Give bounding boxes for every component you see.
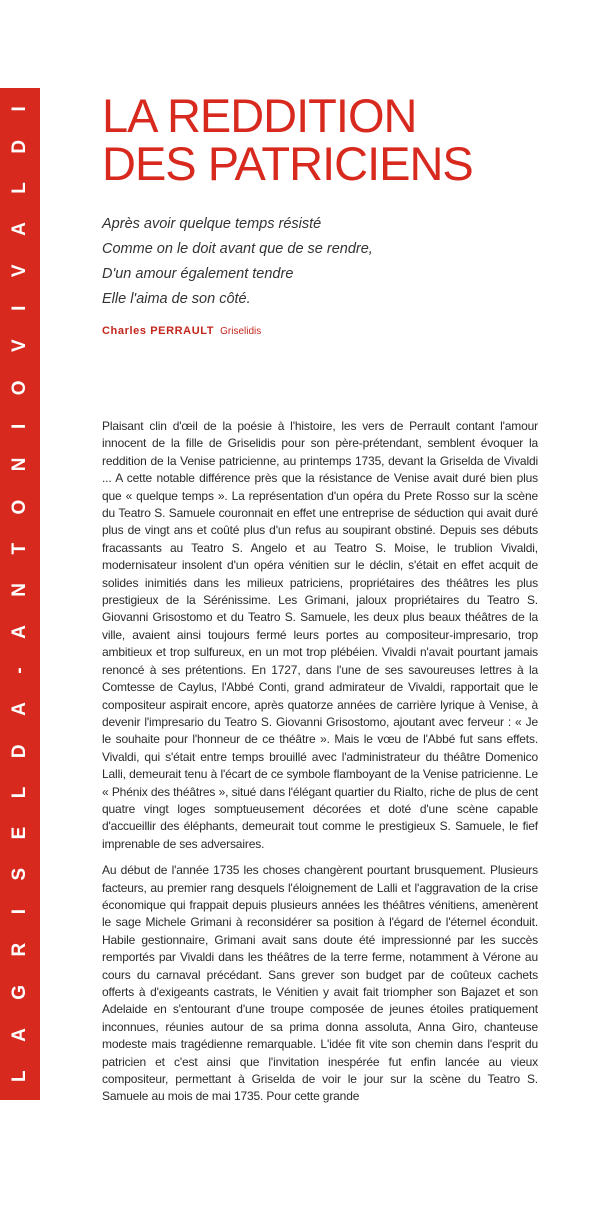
title-line-1: LA REDDITION	[102, 89, 417, 142]
sidebar-letter: O	[9, 380, 30, 396]
attribution-work: Griselidis	[220, 326, 262, 337]
sidebar-letter: A	[9, 625, 30, 639]
sidebar-vertical-title	[9, 88, 31, 1100]
sidebar-letter: A	[9, 702, 30, 716]
sidebar-letter: I	[9, 305, 30, 311]
sidebar-letter: I	[9, 423, 30, 429]
sidebar-letter: I	[9, 106, 30, 112]
sidebar-letter: A	[9, 222, 30, 236]
epigraph-verse: Elle l'aima de son côté.	[102, 291, 251, 307]
sidebar-letter: N	[9, 457, 30, 472]
sidebar-letter: O	[9, 499, 30, 515]
epigraph-attribution	[102, 325, 261, 337]
sidebar-letter: T	[9, 542, 30, 555]
sidebar-letter: G	[9, 984, 30, 1000]
sidebar-letter: D	[9, 139, 30, 154]
epigraph-verse: D'un amour également tendre	[102, 266, 294, 282]
sidebar-letter: N	[9, 582, 30, 597]
title-line-2: DES PATRICIENS	[102, 137, 473, 190]
sidebar-letter: E	[9, 826, 30, 840]
sidebar-letter: A	[9, 1028, 30, 1042]
sidebar-letter: D	[9, 744, 30, 759]
epigraph-verse: Comme on le doit avant que de se rendre,	[102, 241, 373, 257]
sidebar-letter: V	[9, 264, 30, 278]
sidebar-letter: L	[9, 1070, 30, 1082]
epigraph-verse: Après avoir quelque temps résisté	[102, 216, 322, 232]
sidebar-letter: R	[9, 942, 30, 957]
page-title	[102, 89, 582, 190]
attribution-author: Charles PERRAULT	[102, 325, 215, 337]
sidebar-letter: I	[9, 908, 30, 915]
sidebar-letter: L	[9, 786, 30, 799]
sidebar-letter: L	[9, 182, 30, 194]
article-body	[102, 418, 538, 1115]
body-paragraph: Au début de l'année 1735 les choses changèrent pourtant brusquement. Plusieurs facteurs, au premier rang desquels l'éloignement de Lalli et l'aggravation de la crise économique qui frappait depuis plusieurs années les théâtres vénitiens, amenèrent le sage Michele Grimani à reconsidérer sa position à l'égard de l'éternel éconduit. Habile gestionnaire, Grimani avait sans doute été impressionné par les succès remportés par Vivaldi dans les théâtres de la terre ferme, notamment à Vérone au cours du carnaval précédant. Sans grever son budget par de coûteux cachets offerts à d'exigeants castrats, le Vénitien y avait fait triompher son Bajazet et son Adelaide en s'entourant d'une troupe composée de jeunes étoiles pratiquement inconnues, réunies autour de sa prima donna assoluta, Anna Giro, chanteuse modeste mais tragédienne remarquable. L'idée fit vite son chemin dans l'esprit du patricien et c'est ainsi que l'invitation inespérée fut enfin lancée au vieux compositeur, permettant à Griselda de voir le jour sur la scène du Teatro S. Samuele au mois de mai 1735. Pour cette grande	[102, 863, 538, 1104]
sidebar-letter: V	[9, 339, 30, 352]
sidebar-letter: -	[9, 667, 30, 674]
sidebar-letter: S	[9, 867, 30, 881]
epigraph	[102, 212, 542, 312]
body-paragraph: Plaisant clin d'œil de la poésie à l'histoire, les vers de Perrault contant l'amour innocent de la fille de Griselidis pour son père-prétendant, semblent évoquer la reddition de la Venise patricienne, au printemps 1735, devant la Griselda de Vivaldi ... A cette notable différence près que la résistance de Venise avait duré bien plus que « quelque temps ». La représentation d'un opéra du Prete Rosso sur la scène du Teatro S. Samuele couronnait en effet une entreprise de séduction qui avait duré plus de vingt ans et coûté plus d'un refus au soupirant obstiné. Depuis ses débuts fracassants au Teatro S. Angelo et au Teatro S. Moise, le trublion Vivaldi, modernisateur insolent d'un opéra vénitien sur le déclin, s'était en effet acquit de solides inimitiés dans les milieux patriciens, propriétaires des théâtres les plus prestigieux de la Sérénissime. Les Grimani, jaloux propriétaires du Teatro S. Giovanni Grisostomo et du Teatro S. Samuele, les deux plus beaux théâtres de la ville, avaient ainsi toujours fermé leurs portes au compositeur-impresario, trop ambitieux et trop sulfureux, en un mot trop plébéien. Vivaldi n'avait pourtant jamais renoncé à ses prétentions. En 1727, dans l'une de ses savoureuses lettres à la Comtesse de Caylus, l'Abbé Conti, grand admirateur de Vivaldi, rapportait que le compositeur aspirait encore, après quatorze années de carrière lyrique à Venise, à devenir l'impresario du Teatro S. Giovanni Grisostomo, ajoutant avec ferveur : « Je le souhaite pour l'honneur de ce théâtre ». Mais le vœu de l'Abbé fut sans effets. Vivaldi, qui s'était entre temps brouillé avec l'administrateur du théâtre Domenico Lalli, demeurait tenu à l'écart de ce symbole flamboyant de la Venise patricienne. Le « Phénix des théâtres », situé dans l'élégant quartier du Rialto, riche de plus de cent quatre vingt loges somptueusement décorées et doté d'une scène capable d'accueillir des éléphants, demeurait tout comme le prestigieux S. Samuele, le fief imprenable de ses adversaires.	[102, 419, 538, 851]
